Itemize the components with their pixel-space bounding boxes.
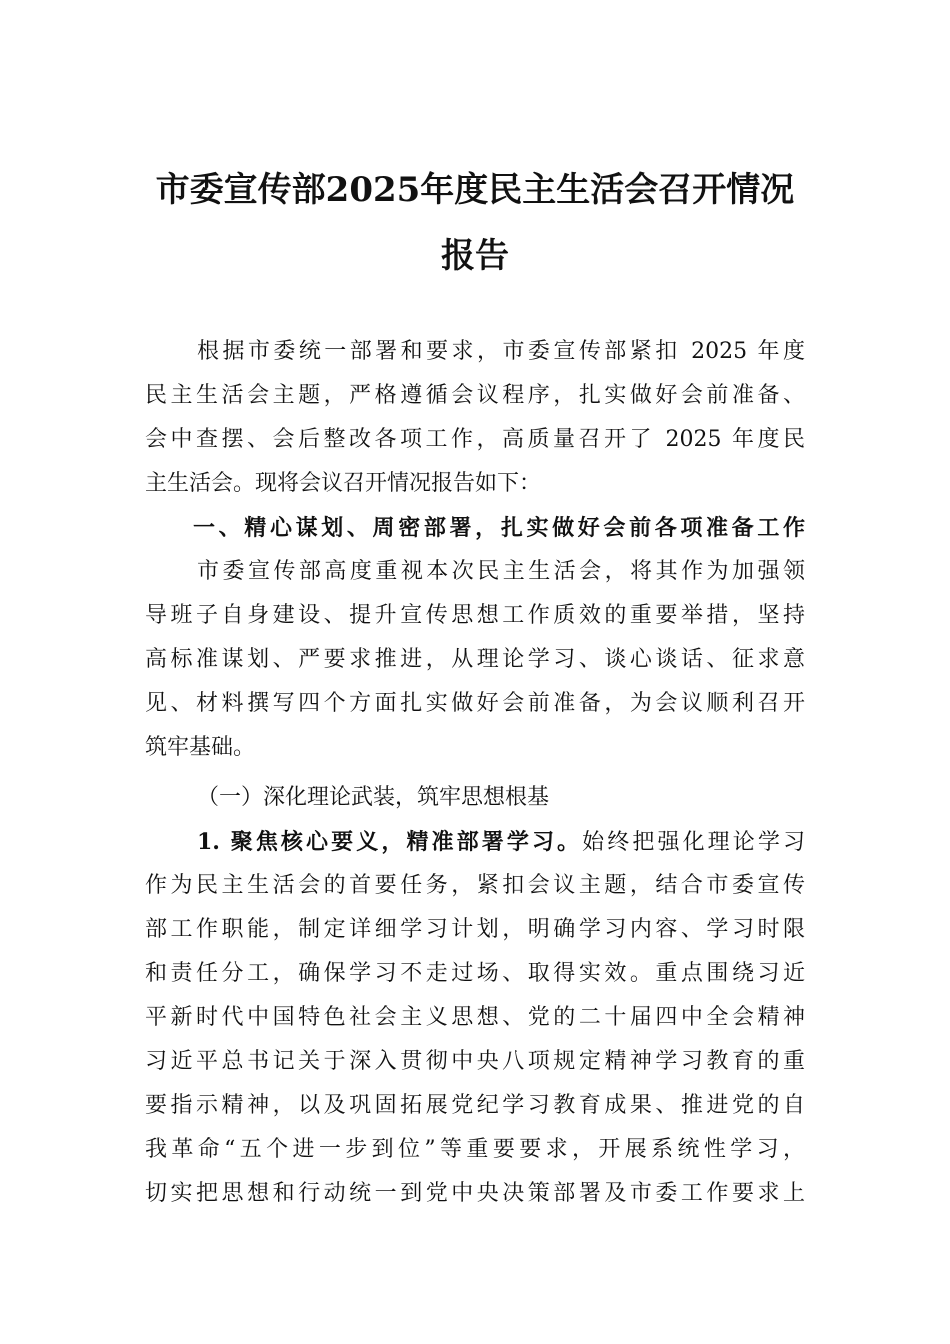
section-1-paragraph [145,550,805,770]
text-line: 平新时代中国特色社会主义思想、党的二十届四中全会精神 [145,1005,805,1030]
document-title-line-2: 报告 [441,236,509,276]
item-lead-bold: 1. 聚焦核心要义，精准部署学习。 [197,829,583,855]
text-line: 根据市委统一部署和要求，市委宣传部紧扣 2025 年度 [197,339,805,364]
text-line: 主生活会。现将会议召开情况报告如下： [145,471,542,496]
text-line: 作为民主生活会的首要任务，紧扣会议主题，结合市委宣传 [145,873,805,898]
text-line: 导班子自身建设、提升宣传思想工作质效的重要举措，坚持 [145,603,805,628]
text-line: 要指示精神，以及巩固拓展党纪学习教育成果、推进党的自 [145,1093,805,1118]
text-line: 高标准谋划、严要求推进，从理论学习、谈心谈话、征求意 [145,647,805,672]
text-line: 和责任分工，确保学习不走过场、取得实效。重点围绕习近 [145,961,805,986]
document-body [145,330,805,1216]
text-line: 部工作职能，制定详细学习计划，明确学习内容、学习时限 [145,917,805,942]
text-line: 习近平总书记关于深入贯彻中央八项规定精神学习教育的重 [145,1049,805,1074]
text-line: 市委宣传部高度重视本次民主生活会，将其作为加强领 [197,559,805,584]
text-line: 见、材料撰写四个方面扎实做好会前准备，为会议顺利召开 [145,691,805,716]
text-line: 筑牢基础。 [145,735,256,760]
intro-paragraph [145,330,805,506]
document-title-line-1: 市委宣传部2025年度民主生活会召开情况 [155,170,795,210]
subsection-heading-1: （一）深化理论武装，筑牢思想根基 [197,785,550,810]
item-1-paragraph [145,820,805,1216]
text-line: 民主生活会主题，严格遵循会议程序，扎实做好会前准备、 [145,383,805,408]
text-line: 我革命“五个进一步到位”等重要要求，开展系统性学习， [145,1137,805,1162]
text-line: 会中查摆、会后整改各项工作，高质量召开了 2025 年度民 [145,427,805,452]
section-heading-1: 一、精心谋划、周密部署，扎实做好会前各项准备工作 [193,515,805,541]
text-line [145,820,805,864]
item-lead-rest: 始终把强化理论学习 [582,830,805,855]
text-line: 切实把思想和行动统一到党中央决策部署及市委工作要求上 [145,1181,805,1206]
